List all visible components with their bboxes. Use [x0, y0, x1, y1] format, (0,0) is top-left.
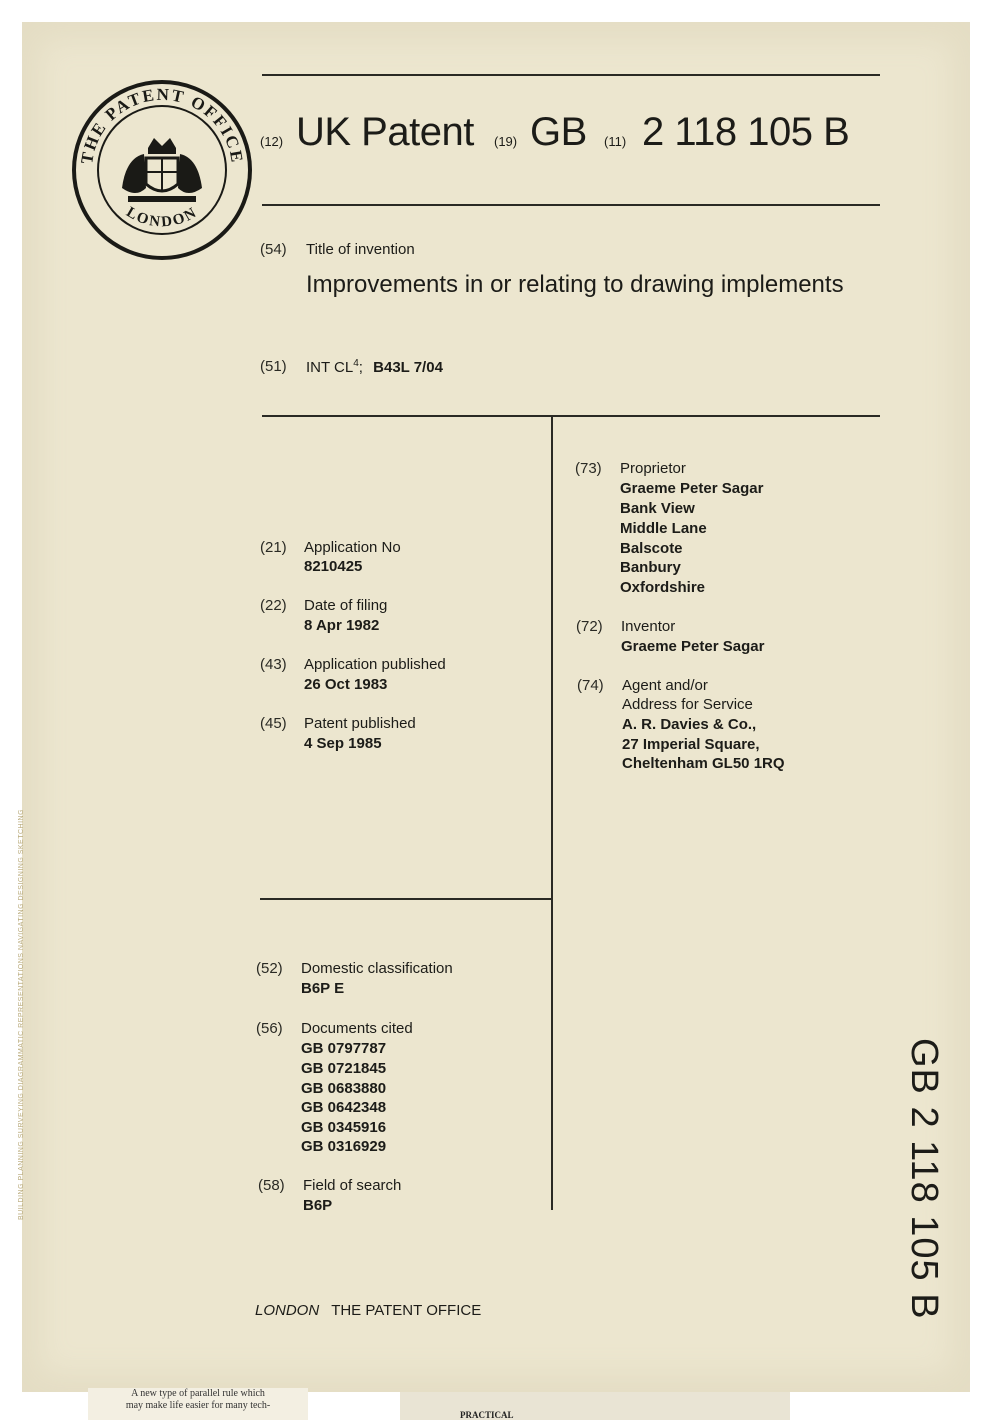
header-top-rule [262, 74, 880, 76]
patent-page [18, 22, 970, 1392]
code-12: (12) [260, 134, 284, 149]
agent-label-1: Agent and/or [622, 677, 708, 694]
proprietor-line: Oxfordshire [620, 579, 706, 596]
proprietor-label: Proprietor [620, 460, 686, 477]
field-value: B6P [303, 1197, 333, 1214]
application-no-value: 8210425 [304, 558, 363, 575]
code-19: (19) [494, 134, 518, 149]
bottom-clipping-left [88, 1388, 308, 1420]
table-mid-rule [260, 898, 551, 900]
document-cited: GB 0683880 [301, 1080, 387, 1097]
application-no-label: Application No [304, 539, 401, 556]
patent-published-value: 4 Sep 1985 [304, 735, 382, 752]
document-cited: GB 0721845 [301, 1060, 387, 1077]
invention-title: Improvements in or relating to drawing implements [306, 271, 844, 298]
int-cl-value: B43L 7/04 [373, 359, 443, 376]
title-code: (54) [260, 241, 287, 258]
int-cl-sup: 4 [353, 358, 359, 369]
agent-label-2: Address for Service [622, 696, 753, 713]
clipping-line: may make life easier for many tech- [125, 1400, 271, 1411]
patent-published-code: (45) [260, 715, 287, 732]
app-published-code: (43) [260, 656, 287, 673]
date-filing-code: (22) [260, 597, 287, 614]
proprietor-code: (73) [575, 460, 602, 477]
inventor-label: Inventor [621, 618, 676, 635]
document-cited: GB 0345916 [301, 1119, 387, 1136]
table-top-rule [262, 415, 880, 417]
patent-office-seal [70, 78, 254, 262]
patent-published-label: Patent published [304, 715, 416, 732]
documents-code: (56) [256, 1020, 283, 1037]
document-cited: GB 0797787 [301, 1040, 387, 1057]
date-filing-value: 8 Apr 1982 [304, 617, 380, 634]
agent-line: 27 Imperial Square, [622, 736, 760, 753]
seal-bottom-text: LONDON [123, 204, 201, 231]
int-cl-sep: ; [358, 359, 363, 376]
country-code: GB [530, 110, 587, 154]
int-cl-code: (51) [260, 358, 287, 375]
proprietor-line: Bank View [620, 500, 695, 517]
footer-office: THE PATENT OFFICE [331, 1302, 482, 1319]
proprietor-line: Banbury [620, 559, 681, 576]
patent-number: 2 118 105 B [642, 110, 850, 154]
int-cl-label-text: INT CL [306, 359, 354, 376]
agent-code: (74) [577, 677, 604, 694]
domestic-value: B6P E [301, 980, 345, 997]
title-label: Title of invention [306, 241, 415, 258]
field-code: (58) [258, 1177, 285, 1194]
patent-kind: UK Patent [296, 110, 474, 154]
documents-label: Documents cited [301, 1020, 413, 1037]
field-label: Field of search [303, 1177, 402, 1194]
bottom-clipping-right [400, 1392, 790, 1420]
code-11: (11) [604, 134, 627, 149]
clipping-line: A new type of parallel rule which [131, 1388, 265, 1399]
agent-line: A. R. Davies & Co., [622, 716, 757, 733]
document-cited: GB 0316929 [301, 1138, 387, 1155]
footer [255, 1302, 481, 1319]
proprietor-line: Graeme Peter Sagar [620, 480, 764, 497]
inventor-code: (72) [576, 618, 603, 635]
footer-city: LONDON [255, 1302, 320, 1319]
application-no-code: (21) [260, 539, 287, 556]
svg-text:LONDON [123, 204, 200, 230]
table-vertical-rule [551, 415, 553, 1210]
app-published-value: 26 Oct 1983 [304, 676, 388, 693]
seal-ring-text: THE PATENT OFFICE [77, 84, 247, 166]
proprietor-line: Balscote [620, 540, 683, 557]
domestic-label: Domestic classification [301, 960, 453, 977]
proprietor-line: Middle Lane [620, 520, 707, 537]
agent-line: Cheltenham GL50 1RQ [622, 755, 785, 772]
app-published-label: Application published [304, 656, 446, 673]
vertical-patent-number: GB 2 118 105 B [903, 1038, 945, 1320]
royal-coat-of-arms-icon [122, 138, 202, 202]
domestic-code: (52) [256, 960, 283, 977]
inventor-value: Graeme Peter Sagar [621, 638, 765, 655]
date-filing-label: Date of filing [304, 597, 388, 614]
header-bottom-rule [262, 204, 880, 206]
side-margin-strip: BUILDING PLANNING SURVEYING DIAGRAMMATIC REPRESENTATIONS NAVIGATING DESIGNING SKETCHING [18, 808, 25, 1220]
clipping-heading: PRACTICAL [460, 1410, 514, 1420]
int-cl-label [306, 358, 443, 376]
document-cited: GB 0642348 [301, 1099, 387, 1116]
